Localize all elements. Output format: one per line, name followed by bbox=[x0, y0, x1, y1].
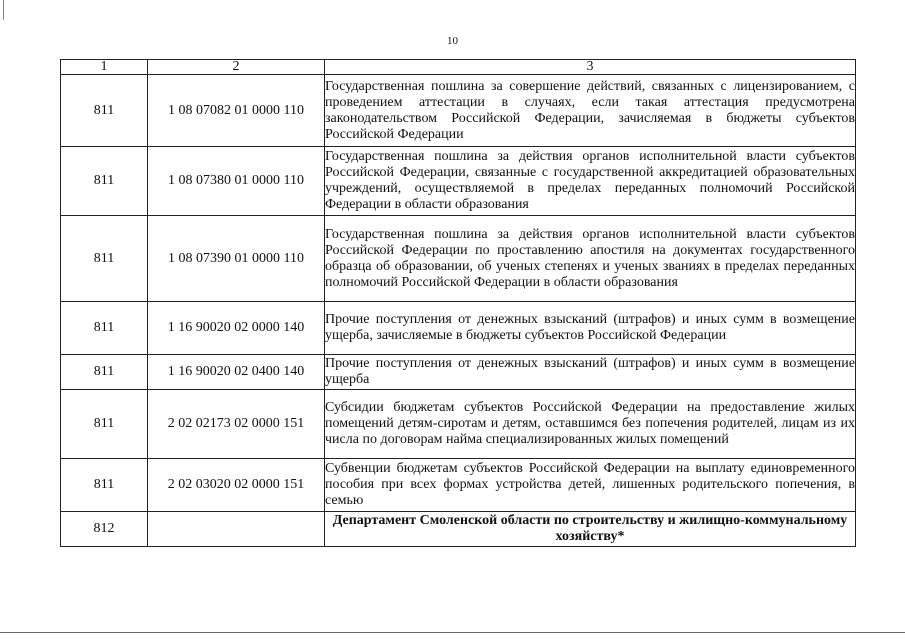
scan-bottom-edge bbox=[0, 632, 905, 633]
header-col-3: 3 bbox=[325, 60, 856, 75]
description-cell bbox=[325, 302, 856, 355]
table-row bbox=[61, 459, 856, 512]
header-col-1: 1 bbox=[61, 60, 148, 75]
description-cell bbox=[325, 390, 856, 459]
description-text: Субвенции бюджетам субъектов Российской Федерации на выплату единовременного пособия при всех формах устройства детей, лишенных родительского попечения, в семью bbox=[325, 461, 855, 508]
department-row bbox=[61, 512, 856, 547]
table-row bbox=[61, 75, 856, 147]
description-cell bbox=[325, 147, 856, 216]
table-header-row bbox=[61, 60, 856, 75]
description-text: Государственная пошлина за действия органов исполнительной власти субъектов Российской Федерации по проставлению апостиля на документах государственного образца об образовании, об ученых степенях и ученых званиях в пределах переданных полномочий Российской Федерации в области образования bbox=[325, 226, 855, 290]
description-cell bbox=[325, 355, 856, 390]
admin-code-cell: 811 bbox=[61, 459, 148, 512]
table-row bbox=[61, 216, 856, 302]
header-col-2: 2 bbox=[148, 60, 325, 75]
description-cell bbox=[325, 459, 856, 512]
page-number: 10 bbox=[447, 35, 458, 47]
admin-code-cell: 811 bbox=[61, 147, 148, 216]
kbk-code-cell: 1 08 07082 01 0000 110 bbox=[148, 75, 325, 147]
kbk-code-cell: 1 08 07390 01 0000 110 bbox=[148, 216, 325, 302]
description-text: Субсидии бюджетам субъектов Российской Федерации на предоставление жилых помещений детям-сиротам и детям, оставшимся без попечения родителей, лицам из их числа по договорам найма специализированных жилых помещений bbox=[325, 400, 855, 447]
table-row bbox=[61, 147, 856, 216]
kbk-code-cell: 1 16 90020 02 0400 140 bbox=[148, 355, 325, 390]
description-text: Государственная пошлина за совершение действий, связанных с лицензированием, с проведением аттестации в случаях, если такая аттестация предусмотрена законодательством Российской Федерации, зачисляемая в бюджеты субъектов Российской Федерации bbox=[325, 78, 855, 142]
admin-code-cell: 811 bbox=[61, 355, 148, 390]
kbk-code-cell: 2 02 02173 02 0000 151 bbox=[148, 390, 325, 459]
admin-code-cell: 811 bbox=[61, 75, 148, 147]
description-text: Прочие поступления от денежных взысканий (штрафов) и иных сумм в возмещение ущерба bbox=[325, 356, 855, 387]
admin-code-cell: 811 bbox=[61, 302, 148, 355]
description-cell bbox=[325, 75, 856, 147]
revenue-codes-table bbox=[60, 59, 856, 547]
admin-code-cell: 812 bbox=[61, 512, 148, 547]
kbk-code-cell bbox=[148, 512, 325, 547]
description-text: Прочие поступления от денежных взысканий (штрафов) и иных сумм в возмещение ущерба, зачисляемые в бюджеты субъектов Российской Федерации bbox=[325, 312, 855, 343]
table-row bbox=[61, 390, 856, 459]
table-row bbox=[61, 355, 856, 390]
table-row bbox=[61, 302, 856, 355]
description-cell bbox=[325, 216, 856, 302]
department-heading: Департамент Смоленской области по строительству и жилищно-коммунальному хозяйству* bbox=[325, 512, 856, 547]
kbk-code-cell: 1 16 90020 02 0000 140 bbox=[148, 302, 325, 355]
kbk-code-cell: 1 08 07380 01 0000 110 bbox=[148, 147, 325, 216]
admin-code-cell: 811 bbox=[61, 390, 148, 459]
kbk-code-cell: 2 02 03020 02 0000 151 bbox=[148, 459, 325, 512]
description-text: Государственная пошлина за действия органов исполнительной власти субъектов Российской Федерации, связанные с государственной аккредитацией образовательных учреждений, осуществляемой в пределах переданных полномочий Российской Федерации в области образования bbox=[325, 149, 855, 212]
admin-code-cell: 811 bbox=[61, 216, 148, 302]
scan-edge-line bbox=[3, 0, 4, 20]
